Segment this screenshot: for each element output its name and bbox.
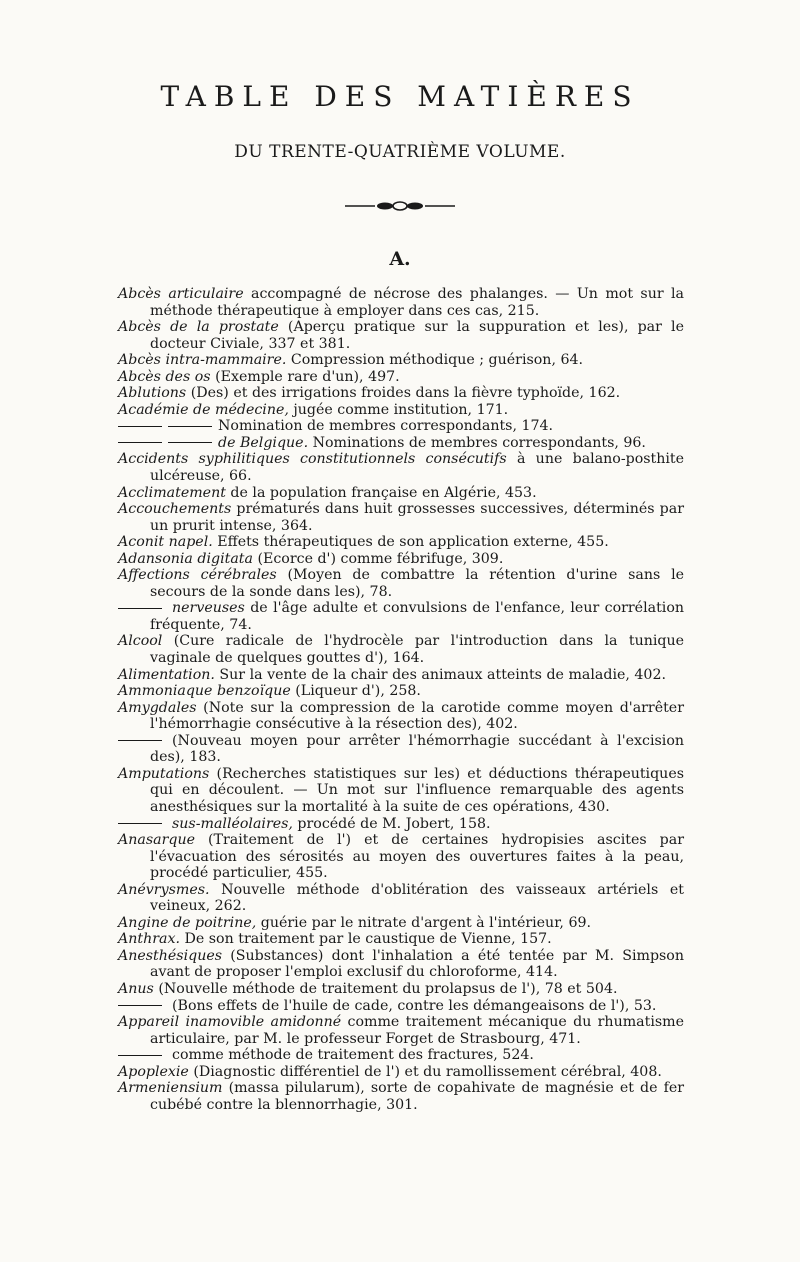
entry-text: guérie par le nitrate d'argent à l'intérieur, 69. xyxy=(256,914,592,931)
entry-heading: Accouchements xyxy=(118,501,232,518)
ditto-dash xyxy=(168,426,212,427)
index-entry xyxy=(118,1047,684,1064)
entry-heading: Amygdales xyxy=(118,699,197,716)
entry-heading: Abcès articulaire xyxy=(118,286,244,302)
index-entry xyxy=(118,385,684,402)
entry-heading: Amputations xyxy=(118,765,210,782)
ditto-dash xyxy=(118,1055,162,1056)
entry-text: (Diagnostic différentiel de l') et du ramollissement cérébral, 408. xyxy=(188,1063,662,1080)
entry-text: (Traitement de l') et de certaines hydropisies ascites par l'évacuation des sérosités au moyen des ouvertures faites à la peau, procédé particulier, 455. xyxy=(150,832,684,882)
entry-text: (Moyen de combattre la rétention d'urine sans le secours de la sonde dans les), 78. xyxy=(150,567,685,600)
index-entry xyxy=(118,683,684,700)
entry-heading: Anasarque xyxy=(118,832,195,849)
entry-text: Nominations de membres correspondants, 96. xyxy=(308,434,646,451)
entry-heading: nerveuses xyxy=(172,600,245,617)
entry-heading: Aconit napel. xyxy=(118,534,213,551)
entry-heading: Affections cérébrales xyxy=(118,567,277,584)
entry-text: Effets thérapeutiques de son application externe, 455. xyxy=(212,534,609,551)
entry-text: jugée comme institution, 171. xyxy=(288,401,509,418)
entry-heading: Acclimatement xyxy=(118,484,226,501)
index-entry xyxy=(118,931,684,948)
index-entry xyxy=(118,1080,684,1113)
ditto-dash xyxy=(168,442,212,443)
entry-text: (Recherches statistiques sur les) et déductions thérapeutiques qui en découlent. — Un mot sur l'influence remarquable des agents anesthésiques sur la mortalité à la suite de ces opérations, 430. xyxy=(150,765,684,815)
entry-text: (Substances) dont l'inhalation a été tentée par M. Simpson avant de proposer l'emploi exclusif du chloroforme, 414. xyxy=(150,947,684,981)
index-entry xyxy=(118,534,684,551)
entry-heading: Alcool xyxy=(118,633,163,650)
entry-text: Sur la vente de la chair des animaux atteints de maladie, 402. xyxy=(214,666,666,683)
entry-heading: Anus xyxy=(118,980,154,997)
index-entry xyxy=(118,1064,684,1081)
entry-text: à une balano-posthite ulcéreuse, 66. xyxy=(150,451,684,485)
entry-heading: Accidents syphilitiques constitutionnels consécutifs xyxy=(118,451,507,468)
index-entry xyxy=(118,667,684,684)
entry-text: (Ecorce d') comme fébrifuge, 309. xyxy=(252,550,504,567)
entry-text: (Nouvelle méthode de traitement du prolapsus de l'), 78 et 504. xyxy=(153,980,618,997)
section-letter: A. xyxy=(389,248,411,270)
ditto-dash xyxy=(118,608,162,609)
index-entry xyxy=(118,733,684,766)
index-entry xyxy=(118,700,684,733)
entry-text: (Exemple rare d'un), 497. xyxy=(210,368,400,385)
entry-heading: Anthrax. xyxy=(118,931,180,948)
index-entry xyxy=(118,451,684,484)
index-entry xyxy=(118,501,684,534)
index-entry xyxy=(118,319,684,352)
index-entry xyxy=(118,981,684,998)
ditto-dash xyxy=(118,442,162,443)
index-entry xyxy=(118,766,684,816)
index-entry xyxy=(118,402,684,419)
entry-text: comme méthode de traitement des fractures, 524. xyxy=(172,1047,534,1064)
entry-heading: de Belgique. xyxy=(218,434,309,451)
entry-text: Nomination de membres correspondants, 174. xyxy=(218,418,554,435)
entry-heading: Apoplexie xyxy=(118,1063,189,1080)
entry-heading: Ammoniaque benzoïque xyxy=(118,683,291,700)
ditto-dash xyxy=(118,426,162,427)
entry-text: de la population française en Algérie, 453. xyxy=(225,484,537,501)
entry-heading: Abcès des os xyxy=(118,368,211,385)
entry-heading: Abcès de la prostate xyxy=(118,319,279,336)
page-subtitle: DU TRENTE-QUATRIÈME VOLUME. xyxy=(234,142,566,162)
entry-heading: Académie de médecine, xyxy=(118,401,289,418)
index-entry xyxy=(118,369,684,386)
ditto-dash xyxy=(118,740,162,741)
entry-text: comme traitement mécanique du rhumatisme articulaire, par M. le professeur Forget de Strasbourg, 471. xyxy=(150,1014,684,1047)
entry-text: Nouvelle méthode d'oblitération des vaisseaux artériels et veineux, 262. xyxy=(150,881,684,915)
index-entries xyxy=(118,286,684,1113)
index-entry xyxy=(118,948,684,981)
index-entry xyxy=(118,435,684,452)
entry-heading: Armeniensium xyxy=(118,1080,223,1097)
index-entry xyxy=(118,832,684,882)
index-entry xyxy=(118,485,684,502)
index-entry xyxy=(118,600,684,633)
index-entry xyxy=(118,567,684,600)
ditto-dash xyxy=(118,1005,162,1006)
entry-text: De son traitement par le caustique de Vienne, 157. xyxy=(179,931,552,948)
entry-heading: Anévrysmes. xyxy=(118,881,210,898)
page-title: TABLE DES MATIÈRES xyxy=(160,80,640,113)
index-entry xyxy=(118,551,684,568)
index-entry xyxy=(118,998,684,1015)
index-entry xyxy=(118,286,684,319)
entry-heading: Anesthésiques xyxy=(118,947,223,964)
entry-heading: Alimentation. xyxy=(118,666,215,683)
entry-heading: Ablutions xyxy=(118,385,187,402)
entry-text: accompagné de nécrose des phalanges. — Un mot sur la méthode thérapeutique à employer dans ces cas, 215. xyxy=(150,286,685,319)
index-entry xyxy=(118,418,684,435)
ditto-dash xyxy=(118,823,162,824)
index-entry xyxy=(118,633,684,666)
entry-heading: Angine de poitrine, xyxy=(118,914,257,931)
index-entry xyxy=(118,816,684,833)
entry-text: (Nouveau moyen pour arrêter l'hémorrhagie succédant à l'excision des), 183. xyxy=(150,732,684,766)
entry-text: (massa pilularum), sorte de copahivate de magnésie et de fer cubébé contre la blennorrhagie, 301. xyxy=(150,1080,684,1113)
entry-heading: Adansonia digitata xyxy=(118,550,253,567)
entry-text: prématurés dans huit grossesses successives, déterminés par un prurit intense, 364. xyxy=(150,501,684,534)
entry-text: Compression méthodique ; guérison, 64. xyxy=(286,352,584,369)
index-entry xyxy=(118,352,684,369)
entry-text: (Des) et des irrigations froides dans la fièvre typhoïde, 162. xyxy=(186,385,621,402)
ornament-divider xyxy=(345,200,455,212)
index-entry xyxy=(118,882,684,915)
entry-text: (Bons effets de l'huile de cade, contre les démangeaisons de l'), 53. xyxy=(172,997,657,1014)
entry-heading: Appareil inamovible amidonné xyxy=(118,1014,342,1031)
entry-text: (Cure radicale de l'hydrocèle par l'introduction dans la tunique vaginale de quelques gouttes d'), 164. xyxy=(150,633,684,667)
entry-heading: Abcès intra-mammaire. xyxy=(118,352,287,369)
entry-text: (Note sur la compression de la carotide comme moyen d'arrêter l'hémorrhagie consécutive à la résection des), 402. xyxy=(150,699,684,733)
entry-text: procédé de M. Jobert, 158. xyxy=(292,815,491,832)
entry-text: (Aperçu pratique sur la suppuration et les), par le docteur Civiale, 337 et 381. xyxy=(150,319,684,352)
entry-heading: sus-malléolaires, xyxy=(172,815,293,832)
entry-text: de l'âge adulte et convulsions de l'enfance, leur corrélation fréquente, 74. xyxy=(150,600,684,633)
index-entry xyxy=(118,1014,684,1047)
index-entry xyxy=(118,915,684,932)
entry-text: (Liqueur d'), 258. xyxy=(290,683,421,700)
